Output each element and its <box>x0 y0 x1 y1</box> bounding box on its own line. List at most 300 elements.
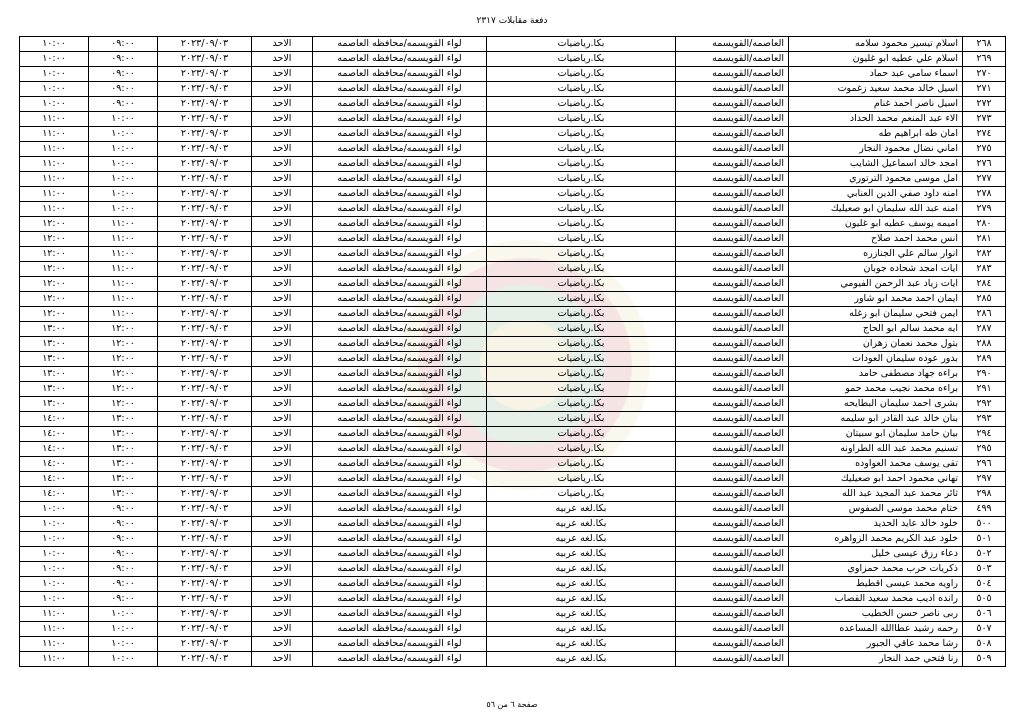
table-row <box>20 367 1006 382</box>
specialization-cell: بكا.رياضيات <box>487 142 676 157</box>
start-time-cell: ١٢:٠٠ <box>89 367 158 382</box>
page-title: دفعة مقابلات ٢٣١٧ <box>476 16 548 26</box>
region-cell: العاصمه/القويسمه <box>676 472 789 487</box>
applicant-name: خلود عبد الكريم محمد الزواهره <box>789 532 963 547</box>
specialization-cell: بكا.رياضيات <box>487 232 676 247</box>
specialization-cell: بكا.رياضيات <box>487 277 676 292</box>
interview-location-cell: لواء القويسمه/محافظه العاصمه <box>313 307 487 322</box>
day-cell: الاحد <box>252 367 313 382</box>
start-time-cell: ١٣:٠٠ <box>89 487 158 502</box>
start-time-cell: ١٠:٠٠ <box>89 187 158 202</box>
row-number: ٢٧٦ <box>963 157 1006 172</box>
applicant-name: ايات زياد عبد الرحمن الفيومي <box>789 277 963 292</box>
region-cell: العاصمه/القويسمه <box>676 607 789 622</box>
specialization-cell: بكا.لغه عربيه <box>487 547 676 562</box>
day-cell: الاحد <box>252 82 313 97</box>
region-cell: العاصمه/القويسمه <box>676 322 789 337</box>
row-number: ٥٠٤ <box>963 577 1006 592</box>
date-cell: ٢٠٢٣/٠٩/٠٣ <box>158 172 252 187</box>
interview-location-cell: لواء القويسمه/محافظه العاصمه <box>313 577 487 592</box>
table-row <box>20 202 1006 217</box>
date-cell: ٢٠٢٣/٠٩/٠٣ <box>158 97 252 112</box>
row-number: ٢٩١ <box>963 382 1006 397</box>
applicant-name: براءه محمد نجيب محمد حمو <box>789 382 963 397</box>
row-number: ٥٠٩ <box>963 652 1006 667</box>
interview-location-cell: لواء القويسمه/محافظه العاصمه <box>313 277 487 292</box>
specialization-cell: بكا.رياضيات <box>487 52 676 67</box>
row-number: ٥٠٧ <box>963 622 1006 637</box>
date-cell: ٢٠٢٣/٠٩/٠٣ <box>158 292 252 307</box>
row-number: ٥٠٦ <box>963 607 1006 622</box>
end-time-cell: ١١:٠٠ <box>20 202 89 217</box>
start-time-cell: ١٣:٠٠ <box>89 457 158 472</box>
date-cell: ٢٠٢٣/٠٩/٠٣ <box>158 52 252 67</box>
table-row <box>20 472 1006 487</box>
applicant-name: دعاء رزق عيسى خليل <box>789 547 963 562</box>
interview-location-cell: لواء القويسمه/محافظه العاصمه <box>313 652 487 667</box>
row-number: ٢٨٨ <box>963 337 1006 352</box>
date-cell: ٢٠٢٣/٠٩/٠٣ <box>158 157 252 172</box>
date-cell: ٢٠٢٣/٠٩/٠٣ <box>158 277 252 292</box>
start-time-cell: ١٢:٠٠ <box>89 337 158 352</box>
start-time-cell: ١٢:٠٠ <box>89 382 158 397</box>
table-row <box>20 352 1006 367</box>
day-cell: الاحد <box>252 487 313 502</box>
end-time-cell: ١٠:٠٠ <box>20 517 89 532</box>
row-number: ٥٠٢ <box>963 547 1006 562</box>
region-cell: العاصمه/القويسمه <box>676 292 789 307</box>
specialization-cell: بكا.لغه عربيه <box>487 502 676 517</box>
region-cell: العاصمه/القويسمه <box>676 187 789 202</box>
date-cell: ٢٠٢٣/٠٩/٠٣ <box>158 382 252 397</box>
specialization-cell: بكا.رياضيات <box>487 367 676 382</box>
specialization-cell: بكا.رياضيات <box>487 187 676 202</box>
applicant-name: ايمان احمد محمد ابو شاور <box>789 292 963 307</box>
end-time-cell: ١١:٠٠ <box>20 652 89 667</box>
interview-location-cell: لواء القويسمه/محافظه العاصمه <box>313 592 487 607</box>
specialization-cell: بكا.رياضيات <box>487 427 676 442</box>
start-time-cell: ١٢:٠٠ <box>89 322 158 337</box>
date-cell: ٢٠٢٣/٠٩/٠٣ <box>158 262 252 277</box>
specialization-cell: بكا.رياضيات <box>487 37 676 52</box>
day-cell: الاحد <box>252 187 313 202</box>
end-time-cell: ١٤:٠٠ <box>20 487 89 502</box>
applicant-name: الاء عبد المنعم محمد الحداد <box>789 112 963 127</box>
applicant-name: رانده اديب محمد سعيد القصاب <box>789 592 963 607</box>
end-time-cell: ١٢:٠٠ <box>20 277 89 292</box>
interview-location-cell: لواء القويسمه/محافظه العاصمه <box>313 607 487 622</box>
day-cell: الاحد <box>252 277 313 292</box>
interview-location-cell: لواء القويسمه/محافظه العاصمه <box>313 547 487 562</box>
day-cell: الاحد <box>252 247 313 262</box>
specialization-cell: بكا.رياضيات <box>487 247 676 262</box>
region-cell: العاصمه/القويسمه <box>676 217 789 232</box>
date-cell: ٢٠٢٣/٠٩/٠٣ <box>158 322 252 337</box>
row-number: ٢٧٠ <box>963 67 1006 82</box>
date-cell: ٢٠٢٣/٠٩/٠٣ <box>158 337 252 352</box>
table-row <box>20 157 1006 172</box>
start-time-cell: ١٠:٠٠ <box>89 622 158 637</box>
specialization-cell: بكا.رياضيات <box>487 307 676 322</box>
specialization-cell: بكا.لغه عربيه <box>487 562 676 577</box>
applicant-name: امنه داود صفي الدين العنابي <box>789 187 963 202</box>
start-time-cell: ٠٩:٠٠ <box>89 562 158 577</box>
region-cell: العاصمه/القويسمه <box>676 637 789 652</box>
region-cell: العاصمه/القويسمه <box>676 397 789 412</box>
date-cell: ٢٠٢٣/٠٩/٠٣ <box>158 652 252 667</box>
interview-location-cell: لواء القويسمه/محافظه العاصمه <box>313 457 487 472</box>
table-row <box>20 67 1006 82</box>
specialization-cell: بكا.رياضيات <box>487 202 676 217</box>
specialization-cell: بكا.رياضيات <box>487 262 676 277</box>
table-row <box>20 217 1006 232</box>
region-cell: العاصمه/القويسمه <box>676 262 789 277</box>
start-time-cell: ١٣:٠٠ <box>89 412 158 427</box>
day-cell: الاحد <box>252 382 313 397</box>
interview-location-cell: لواء القويسمه/محافظه العاصمه <box>313 292 487 307</box>
applicant-name: امل موسى محمود الترتوري <box>789 172 963 187</box>
row-number: ٢٨٩ <box>963 352 1006 367</box>
row-number: ٢٩٧ <box>963 472 1006 487</box>
start-time-cell: ٠٩:٠٠ <box>89 532 158 547</box>
applicant-name: اسلام تيسير محمود سلامه <box>789 37 963 52</box>
table-row <box>20 277 1006 292</box>
start-time-cell: ١٣:٠٠ <box>89 442 158 457</box>
row-number: ٥٠٥ <box>963 592 1006 607</box>
end-time-cell: ١٤:٠٠ <box>20 412 89 427</box>
end-time-cell: ١١:٠٠ <box>20 172 89 187</box>
interview-schedule-table <box>19 36 1006 667</box>
row-number: ٢٨٥ <box>963 292 1006 307</box>
end-time-cell: ١١:٠٠ <box>20 127 89 142</box>
applicant-name: ختام محمد موسى الصفوس <box>789 502 963 517</box>
interview-location-cell: لواء القويسمه/محافظه العاصمه <box>313 157 487 172</box>
end-time-cell: ١٣:٠٠ <box>20 367 89 382</box>
applicant-name: اميمه يوسف عطيه ابو غليون <box>789 217 963 232</box>
date-cell: ٢٠٢٣/٠٩/٠٣ <box>158 592 252 607</box>
row-number: ٥٠٨ <box>963 637 1006 652</box>
interview-location-cell: لواء القويسمه/محافظه العاصمه <box>313 232 487 247</box>
specialization-cell: بكا.لغه عربيه <box>487 592 676 607</box>
day-cell: الاحد <box>252 592 313 607</box>
table-row <box>20 97 1006 112</box>
day-cell: الاحد <box>252 232 313 247</box>
start-time-cell: ١٢:٠٠ <box>89 352 158 367</box>
interview-location-cell: لواء القويسمه/محافظه العاصمه <box>313 442 487 457</box>
interview-location-cell: لواء القويسمه/محافظه العاصمه <box>313 427 487 442</box>
specialization-cell: بكا.رياضيات <box>487 157 676 172</box>
applicant-name: اسيل ناصر احمد غنام <box>789 97 963 112</box>
end-time-cell: ١٤:٠٠ <box>20 442 89 457</box>
applicant-name: بنان خالد عبد القادر ابو سليمه <box>789 412 963 427</box>
end-time-cell: ١٢:٠٠ <box>20 247 89 262</box>
day-cell: الاحد <box>252 397 313 412</box>
date-cell: ٢٠٢٣/٠٩/٠٣ <box>158 397 252 412</box>
row-number: ٢٩٨ <box>963 487 1006 502</box>
end-time-cell: ١١:٠٠ <box>20 622 89 637</box>
end-time-cell: ١١:٠٠ <box>20 637 89 652</box>
table-row <box>20 397 1006 412</box>
end-time-cell: ١٢:٠٠ <box>20 262 89 277</box>
interview-location-cell: لواء القويسمه/محافظه العاصمه <box>313 262 487 277</box>
interview-location-cell: لواء القويسمه/محافظه العاصمه <box>313 187 487 202</box>
day-cell: الاحد <box>252 502 313 517</box>
row-number: ٢٩٢ <box>963 397 1006 412</box>
start-time-cell: ٠٩:٠٠ <box>89 547 158 562</box>
interview-location-cell: لواء القويسمه/محافظه العاصمه <box>313 337 487 352</box>
row-number: ٢٨٣ <box>963 262 1006 277</box>
date-cell: ٢٠٢٣/٠٩/٠٣ <box>158 247 252 262</box>
start-time-cell: ١٠:٠٠ <box>89 652 158 667</box>
interview-location-cell: لواء القويسمه/محافظه العاصمه <box>313 97 487 112</box>
start-time-cell: ١٣:٠٠ <box>89 427 158 442</box>
day-cell: الاحد <box>252 142 313 157</box>
row-number: ٥٠١ <box>963 532 1006 547</box>
specialization-cell: بكا.رياضيات <box>487 472 676 487</box>
day-cell: الاحد <box>252 337 313 352</box>
table-row <box>20 142 1006 157</box>
region-cell: العاصمه/القويسمه <box>676 502 789 517</box>
interview-location-cell: لواء القويسمه/محافظه العاصمه <box>313 112 487 127</box>
date-cell: ٢٠٢٣/٠٩/٠٣ <box>158 232 252 247</box>
date-cell: ٢٠٢٣/٠٩/٠٣ <box>158 37 252 52</box>
interview-location-cell: لواء القويسمه/محافظه العاصمه <box>313 202 487 217</box>
day-cell: الاحد <box>252 622 313 637</box>
row-number: ٢٧١ <box>963 82 1006 97</box>
region-cell: العاصمه/القويسمه <box>676 232 789 247</box>
row-number: ٢٩٥ <box>963 442 1006 457</box>
interview-location-cell: لواء القويسمه/محافظه العاصمه <box>313 322 487 337</box>
row-number: ٥٠٠ <box>963 517 1006 532</box>
interview-location-cell: لواء القويسمه/محافظه العاصمه <box>313 397 487 412</box>
start-time-cell: ١٠:٠٠ <box>89 202 158 217</box>
applicant-name: اسلام علي عطيه ابو غليون <box>789 52 963 67</box>
end-time-cell: ١٣:٠٠ <box>20 322 89 337</box>
end-time-cell: ١٠:٠٠ <box>20 562 89 577</box>
table-row <box>20 622 1006 637</box>
interview-location-cell: لواء القويسمه/محافظه العاصمه <box>313 487 487 502</box>
table-row <box>20 487 1006 502</box>
row-number: ٢٧٥ <box>963 142 1006 157</box>
row-number: ٢٧٤ <box>963 127 1006 142</box>
day-cell: الاحد <box>252 442 313 457</box>
day-cell: الاحد <box>252 607 313 622</box>
end-time-cell: ١٢:٠٠ <box>20 232 89 247</box>
table-row <box>20 322 1006 337</box>
applicant-name: ثائر محمد عبد المجيد عبد الله <box>789 487 963 502</box>
end-time-cell: ١٢:٠٠ <box>20 307 89 322</box>
interview-location-cell: لواء القويسمه/محافظه العاصمه <box>313 367 487 382</box>
interview-location-cell: لواء القويسمه/محافظه العاصمه <box>313 127 487 142</box>
specialization-cell: بكا.لغه عربيه <box>487 622 676 637</box>
specialization-cell: بكا.رياضيات <box>487 382 676 397</box>
table-row <box>20 607 1006 622</box>
row-number: ٢٧٢ <box>963 97 1006 112</box>
date-cell: ٢٠٢٣/٠٩/٠٣ <box>158 67 252 82</box>
interview-location-cell: لواء القويسمه/محافظه العاصمه <box>313 67 487 82</box>
applicant-name: انس محمد احمد صلاح <box>789 232 963 247</box>
specialization-cell: بكا.رياضيات <box>487 217 676 232</box>
interview-location-cell: لواء القويسمه/محافظه العاصمه <box>313 472 487 487</box>
applicant-name: بتول محمد نعمان زهران <box>789 337 963 352</box>
day-cell: الاحد <box>252 127 313 142</box>
date-cell: ٢٠٢٣/٠٩/٠٣ <box>158 622 252 637</box>
interview-location-cell: لواء القويسمه/محافظه العاصمه <box>313 37 487 52</box>
date-cell: ٢٠٢٣/٠٩/٠٣ <box>158 202 252 217</box>
day-cell: الاحد <box>252 157 313 172</box>
day-cell: الاحد <box>252 262 313 277</box>
start-time-cell: ١٣:٠٠ <box>89 472 158 487</box>
table-row <box>20 82 1006 97</box>
end-time-cell: ١٣:٠٠ <box>20 397 89 412</box>
start-time-cell: ٠٩:٠٠ <box>89 97 158 112</box>
row-number: ٢٦٨ <box>963 37 1006 52</box>
specialization-cell: بكا.رياضيات <box>487 82 676 97</box>
specialization-cell: بكا.رياضيات <box>487 292 676 307</box>
table-row <box>20 52 1006 67</box>
day-cell: الاحد <box>252 547 313 562</box>
region-cell: العاصمه/القويسمه <box>676 382 789 397</box>
interview-location-cell: لواء القويسمه/محافظه العاصمه <box>313 622 487 637</box>
region-cell: العاصمه/القويسمه <box>676 427 789 442</box>
applicant-name: امان طه ابراهيم طه <box>789 127 963 142</box>
day-cell: الاحد <box>252 37 313 52</box>
end-time-cell: ١٣:٠٠ <box>20 337 89 352</box>
specialization-cell: بكا.رياضيات <box>487 67 676 82</box>
date-cell: ٢٠٢٣/٠٩/٠٣ <box>158 127 252 142</box>
day-cell: الاحد <box>252 307 313 322</box>
applicant-name: تهاني محمود احمد ابو صعيليك <box>789 472 963 487</box>
table-row <box>20 337 1006 352</box>
interview-location-cell: لواء القويسمه/محافظه العاصمه <box>313 172 487 187</box>
table-row <box>20 112 1006 127</box>
end-time-cell: ١٤:٠٠ <box>20 472 89 487</box>
region-cell: العاصمه/القويسمه <box>676 277 789 292</box>
start-time-cell: ١١:٠٠ <box>89 262 158 277</box>
region-cell: العاصمه/القويسمه <box>676 457 789 472</box>
start-time-cell: ١٠:٠٠ <box>89 172 158 187</box>
date-cell: ٢٠٢٣/٠٩/٠٣ <box>158 532 252 547</box>
day-cell: الاحد <box>252 517 313 532</box>
table-row <box>20 577 1006 592</box>
day-cell: الاحد <box>252 577 313 592</box>
date-cell: ٢٠٢٣/٠٩/٠٣ <box>158 637 252 652</box>
interview-location-cell: لواء القويسمه/محافظه العاصمه <box>313 382 487 397</box>
applicant-name: اسيل خالد محمد سعيد زغموت <box>789 82 963 97</box>
table-row <box>20 292 1006 307</box>
specialization-cell: بكا.رياضيات <box>487 322 676 337</box>
day-cell: الاحد <box>252 202 313 217</box>
day-cell: الاحد <box>252 637 313 652</box>
applicant-name: براءه جهاد مصطفى حامد <box>789 367 963 382</box>
interview-location-cell: لواء القويسمه/محافظه العاصمه <box>313 247 487 262</box>
table-row <box>20 457 1006 472</box>
date-cell: ٢٠٢٣/٠٩/٠٣ <box>158 412 252 427</box>
day-cell: الاحد <box>252 412 313 427</box>
day-cell: الاحد <box>252 427 313 442</box>
table-row <box>20 232 1006 247</box>
table-row <box>20 172 1006 187</box>
table-row <box>20 37 1006 52</box>
table-row <box>20 412 1006 427</box>
table-row <box>20 502 1006 517</box>
end-time-cell: ١١:٠٠ <box>20 157 89 172</box>
end-time-cell: ١٠:٠٠ <box>20 52 89 67</box>
date-cell: ٢٠٢٣/٠٩/٠٣ <box>158 82 252 97</box>
applicant-name: ربى ناصر حسن الخطيب <box>789 607 963 622</box>
day-cell: الاحد <box>252 652 313 667</box>
row-number: ٢٨٠ <box>963 217 1006 232</box>
region-cell: العاصمه/القويسمه <box>676 67 789 82</box>
row-number: ٢٧٣ <box>963 112 1006 127</box>
table-row <box>20 532 1006 547</box>
row-number: ٢٨٧ <box>963 322 1006 337</box>
region-cell: العاصمه/القويسمه <box>676 37 789 52</box>
region-cell: العاصمه/القويسمه <box>676 127 789 142</box>
row-number: ٢٧٨ <box>963 187 1006 202</box>
interview-location-cell: لواء القويسمه/محافظه العاصمه <box>313 532 487 547</box>
start-time-cell: ١٠:٠٠ <box>89 142 158 157</box>
date-cell: ٢٠٢٣/٠٩/٠٣ <box>158 502 252 517</box>
row-number: ٢٩٣ <box>963 412 1006 427</box>
end-time-cell: ١٠:٠٠ <box>20 532 89 547</box>
start-time-cell: ٠٩:٠٠ <box>89 502 158 517</box>
applicant-name: ايات امجد شحاده جوبان <box>789 262 963 277</box>
end-time-cell: ١٠:٠٠ <box>20 82 89 97</box>
region-cell: العاصمه/القويسمه <box>676 52 789 67</box>
applicant-name: انوار سالم علي الجنازره <box>789 247 963 262</box>
date-cell: ٢٠٢٣/٠٩/٠٣ <box>158 427 252 442</box>
region-cell: العاصمه/القويسمه <box>676 412 789 427</box>
end-time-cell: ١١:٠٠ <box>20 142 89 157</box>
interview-location-cell: لواء القويسمه/محافظه العاصمه <box>313 412 487 427</box>
applicant-name: امجد خالد اسماعيل الشايب <box>789 157 963 172</box>
end-time-cell: ١٢:٠٠ <box>20 217 89 232</box>
interview-location-cell: لواء القويسمه/محافظه العاصمه <box>313 142 487 157</box>
day-cell: الاحد <box>252 112 313 127</box>
table-row <box>20 517 1006 532</box>
applicant-name: امنه عبد الله سليمان ابو صعيليك <box>789 202 963 217</box>
table-row <box>20 592 1006 607</box>
end-time-cell: ١١:٠٠ <box>20 112 89 127</box>
row-number: ٢٩٦ <box>963 457 1006 472</box>
region-cell: العاصمه/القويسمه <box>676 97 789 112</box>
interview-location-cell: لواء القويسمه/محافظه العاصمه <box>313 517 487 532</box>
date-cell: ٢٠٢٣/٠٩/٠٣ <box>158 187 252 202</box>
specialization-cell: بكا.رياضيات <box>487 487 676 502</box>
applicant-name: ذكريات حرب محمد حمزاوي <box>789 562 963 577</box>
start-time-cell: ١١:٠٠ <box>89 247 158 262</box>
region-cell: العاصمه/القويسمه <box>676 547 789 562</box>
day-cell: الاحد <box>252 97 313 112</box>
region-cell: العاصمه/القويسمه <box>676 172 789 187</box>
day-cell: الاحد <box>252 292 313 307</box>
day-cell: الاحد <box>252 217 313 232</box>
start-time-cell: ١١:٠٠ <box>89 307 158 322</box>
specialization-cell: بكا.رياضيات <box>487 352 676 367</box>
start-time-cell: ١١:٠٠ <box>89 292 158 307</box>
date-cell: ٢٠٢٣/٠٩/٠٣ <box>158 352 252 367</box>
end-time-cell: ١٠:٠٠ <box>20 67 89 82</box>
end-time-cell: ١٣:٠٠ <box>20 382 89 397</box>
date-cell: ٢٠٢٣/٠٩/٠٣ <box>158 607 252 622</box>
date-cell: ٢٠٢٣/٠٩/٠٣ <box>158 112 252 127</box>
region-cell: العاصمه/القويسمه <box>676 442 789 457</box>
end-time-cell: ١٤:٠٠ <box>20 427 89 442</box>
row-number: ٥٠٣ <box>963 562 1006 577</box>
applicant-name: اسماء سامي عبد حماد <box>789 67 963 82</box>
applicant-name: خلود خالد عايد الحديد <box>789 517 963 532</box>
